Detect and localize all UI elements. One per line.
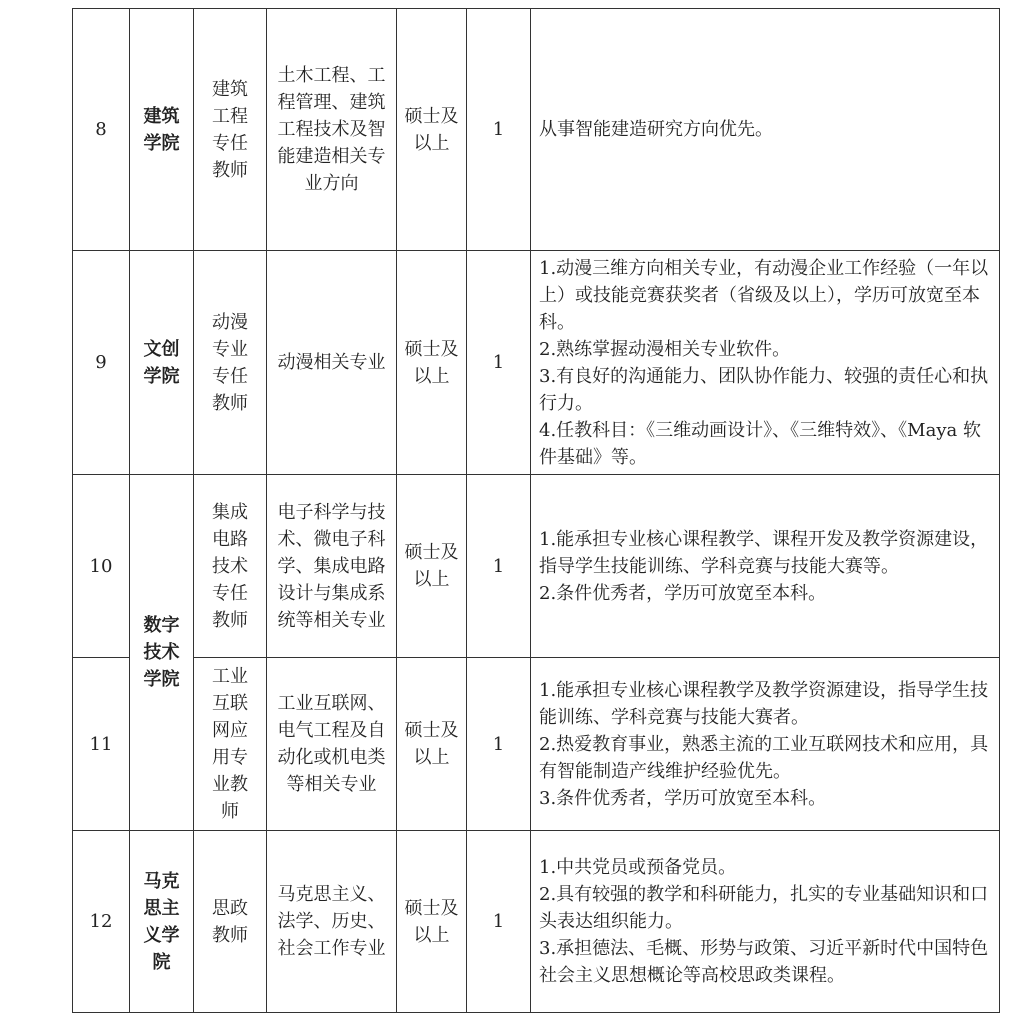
row-number: 12 — [73, 831, 130, 1013]
headcount: 1 — [467, 9, 531, 251]
requirement-line: 4.任教科目：《三维动画设计》、《三维特效》、《Maya 软件基础》等。 — [539, 419, 981, 468]
recruitment-table — [72, 8, 1000, 1013]
row-number: 8 — [73, 9, 130, 251]
degree-requirement: 硕士及以上 — [397, 475, 467, 658]
table-row — [73, 251, 1000, 475]
row-number: 11 — [73, 658, 130, 831]
headcount: 1 — [467, 658, 531, 831]
requirement-line: 3.条件优秀者，学历可放宽至本科。 — [539, 787, 827, 809]
requirement-line: 3.承担德法、毛概、形势与政策、习近平新时代中国特色社会主义思想概论等高校思政类课程。 — [539, 938, 989, 986]
table-row — [73, 9, 1000, 251]
degree-requirement: 硕士及以上 — [397, 9, 467, 251]
college-name: 马克思主义学院 — [130, 831, 194, 1013]
position-name: 工业互联网应用专业教师 — [194, 658, 267, 831]
requirement-line: 从事智能建造研究方向优先。 — [539, 119, 773, 140]
other-requirements — [531, 251, 1000, 475]
position-name: 集成电路技术专任教师 — [194, 475, 267, 658]
requirement-line: 1.能承担专业核心课程教学及教学资源建设，指导学生技能训练、学科竞赛与技能大赛者。 — [539, 679, 989, 728]
college-name: 建筑学院 — [130, 9, 194, 251]
requirement-line: 3.有良好的沟通能力、团队协作能力、较强的责任心和执行力。 — [539, 365, 989, 414]
other-requirements — [531, 475, 1000, 658]
major-requirement: 工业互联网、电气工程及自动化或机电类等相关专业 — [267, 658, 397, 831]
college-name: 数字技术学院 — [130, 475, 194, 831]
table-row — [73, 831, 1000, 1013]
position-name: 动漫专业专任教师 — [194, 251, 267, 475]
position-name: 建筑工程专任教师 — [194, 9, 267, 251]
degree-requirement: 硕士及以上 — [397, 831, 467, 1013]
requirement-line: 1.中共党员或预备党员。 — [539, 857, 737, 878]
requirement-line: 2.熟练掌握动漫相关专业软件。 — [539, 338, 791, 360]
major-requirement: 动漫相关专业 — [267, 251, 397, 475]
major-requirement: 土木工程、工程管理、建筑工程技术及智能建造相关专业方向 — [267, 9, 397, 251]
other-requirements — [531, 831, 1000, 1013]
position-name: 思政教师 — [194, 831, 267, 1013]
headcount: 1 — [467, 475, 531, 658]
row-number: 9 — [73, 251, 130, 475]
requirement-line: 2.热爱教育事业，熟悉主流的工业互联网技术和应用，具有智能制造产线维护经验优先。 — [539, 733, 989, 782]
requirement-line: 1.动漫三维方向相关专业，有动漫企业工作经验（一年以上）或技能竞赛获奖者（省级及以上），学历可放宽至本科。 — [539, 257, 989, 333]
headcount: 1 — [467, 831, 531, 1013]
degree-requirement: 硕士及以上 — [397, 251, 467, 475]
requirement-line: 2.条件优秀者，学历可放宽至本科。 — [539, 582, 827, 604]
major-requirement: 马克思主义、法学、历史、社会工作专业 — [267, 831, 397, 1013]
headcount: 1 — [467, 251, 531, 475]
requirement-line: 1.能承担专业核心课程教学、课程开发及教学资源建设，指导学生技能训练、学科竞赛与技能大赛等。 — [539, 528, 989, 577]
row-number: 10 — [73, 475, 130, 658]
other-requirements — [531, 658, 1000, 831]
college-name: 文创学院 — [130, 251, 194, 475]
table-row — [73, 658, 1000, 831]
degree-requirement: 硕士及以上 — [397, 658, 467, 831]
major-requirement: 电子科学与技术、微电子科学、集成电路设计与集成系统等相关专业 — [267, 475, 397, 658]
requirement-line: 2.具有较强的教学和科研能力，扎实的专业基础知识和口头表达组织能力。 — [539, 884, 989, 932]
table-row — [73, 475, 1000, 658]
other-requirements — [531, 9, 1000, 251]
